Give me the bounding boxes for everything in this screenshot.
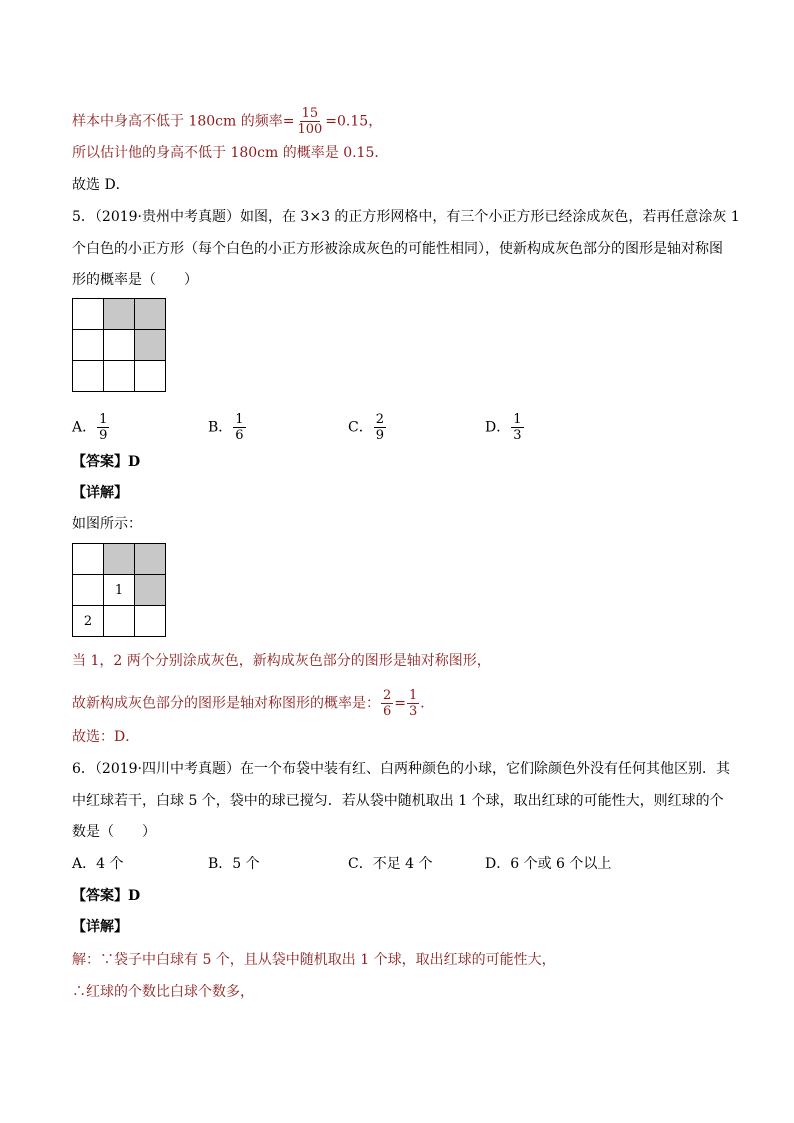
grid-cell-gray [104,544,135,575]
explanation-fraction-1 [381,688,393,719]
fraction-denominator: 6 [235,428,244,443]
grid-cell-gray [135,575,166,606]
q6-solution-line2: ∴红球的个数比白球个数多， [72,984,254,1000]
fraction-numerator: 1 [409,688,418,703]
grid-cell [73,330,104,361]
q5-stem-line2: 个白色的小正方形（每个白色的小正方形被涂成灰色的可能性相同），使新构成灰色部分的图形是轴对称图 [72,241,723,257]
option-fraction [511,412,523,443]
q6-option-c: C．不足 4 个 [348,856,433,872]
q5-explanation-line1: 当 1，2 两个分别涂成灰色，新构成灰色部分的图形是轴对称图形， [72,653,491,669]
q5-stem-line3: 形的概率是（ ） [72,272,198,288]
fraction-denominator: 6 [383,704,392,719]
grid-cell-gray [135,330,166,361]
q6-detail-heading: 【详解】 [72,919,128,935]
option-label: D． [485,419,511,436]
grid-cell [73,361,104,392]
grid-cell [104,606,135,637]
fraction-denominator: 3 [513,428,522,443]
q5-option-a [72,412,110,443]
frequency-line [72,106,382,137]
q5-solution-grid-figure [72,543,166,637]
fraction-numerator: 15 [301,106,319,121]
grid-cell-gray [104,299,135,330]
q6-option-b: B．5 个 [208,856,260,872]
q5-as-shown: 如图所示： [72,516,142,532]
equals-sign: = [394,695,407,712]
q5-option-d [485,412,525,443]
option-label: A． [72,419,97,436]
fraction-numerator: 1 [513,412,522,427]
option-fraction [233,412,245,443]
fraction-numerator: 1 [99,412,108,427]
fraction-numerator: 1 [235,412,244,427]
grid-cell [73,299,104,330]
q5-choose: 故选：D． [72,729,140,745]
frequency-fraction [295,106,324,137]
q5-option-c [348,412,387,443]
explanation-prefix: 故新构成灰色部分的图形是轴对称图形的概率是： [72,695,380,712]
q6-option-d: D．6 个或 6 个以上 [485,856,612,872]
q5-option-b [208,412,247,443]
grid-cell [104,330,135,361]
q6-answer: 【答案】D [72,888,141,904]
q6-stem-line1: 6．（2019·四川中考真题）在一个布袋中装有红、白两种颜色的小球，它们除颜色外没有任何其他区别．其 [72,761,730,777]
q5-grid-figure [72,298,166,392]
q5-detail-heading: 【详解】 [72,485,128,501]
grid-cell-label-2: 2 [73,606,104,637]
fraction-denominator: 9 [375,428,384,443]
fraction-denominator: 9 [99,428,108,443]
grid-cell [104,361,135,392]
option-label: C． [348,419,373,436]
q5-answer: 【答案】D [72,454,141,470]
grid-cell-gray [135,544,166,575]
option-label: B． [208,419,233,436]
fraction-numerator: 2 [375,412,384,427]
grid-cell [135,606,166,637]
estimate-line: 所以估计他的身高不低于 180cm 的概率是 0.15． [72,145,389,161]
q6-option-a: A．4 个 [72,856,124,872]
q5-explanation-line2 [72,688,434,719]
grid-cell-gray [135,299,166,330]
grid-cell [135,361,166,392]
grid-cell [73,544,104,575]
fraction-denominator: 3 [409,704,418,719]
q6-stem-line3: 数是（ ） [72,824,156,840]
q5-stem-line1: 5．（2019·贵州中考真题）如图，在 3×3 的正方形网格中，有三个小正方形已经涂成灰色，若再任意涂灰 1 [72,209,740,225]
fraction-numerator: 2 [383,688,392,703]
period: ． [420,695,435,712]
option-fraction [97,412,109,443]
choose-line: 故选 D． [72,177,130,193]
q6-stem-line2: 中红球若干，白球 5 个，袋中的球已搅匀．若从袋中随机取出 1 个球，取出红球的可能性大，则红球的个 [72,793,724,809]
q6-solution-line1: 解：∵袋子中白球有 5 个，且从袋中随机取出 1 个球，取出红球的可能性大， [72,952,556,968]
fraction-denominator: 100 [297,122,323,137]
grid-cell-label-1: 1 [104,575,135,606]
frequency-prefix: 样本中身高不低于 180cm 的频率= [72,113,295,130]
grid-cell [73,575,104,606]
explanation-fraction-2 [407,688,419,719]
option-fraction [374,412,386,443]
frequency-suffix: =0.15， [325,113,383,130]
